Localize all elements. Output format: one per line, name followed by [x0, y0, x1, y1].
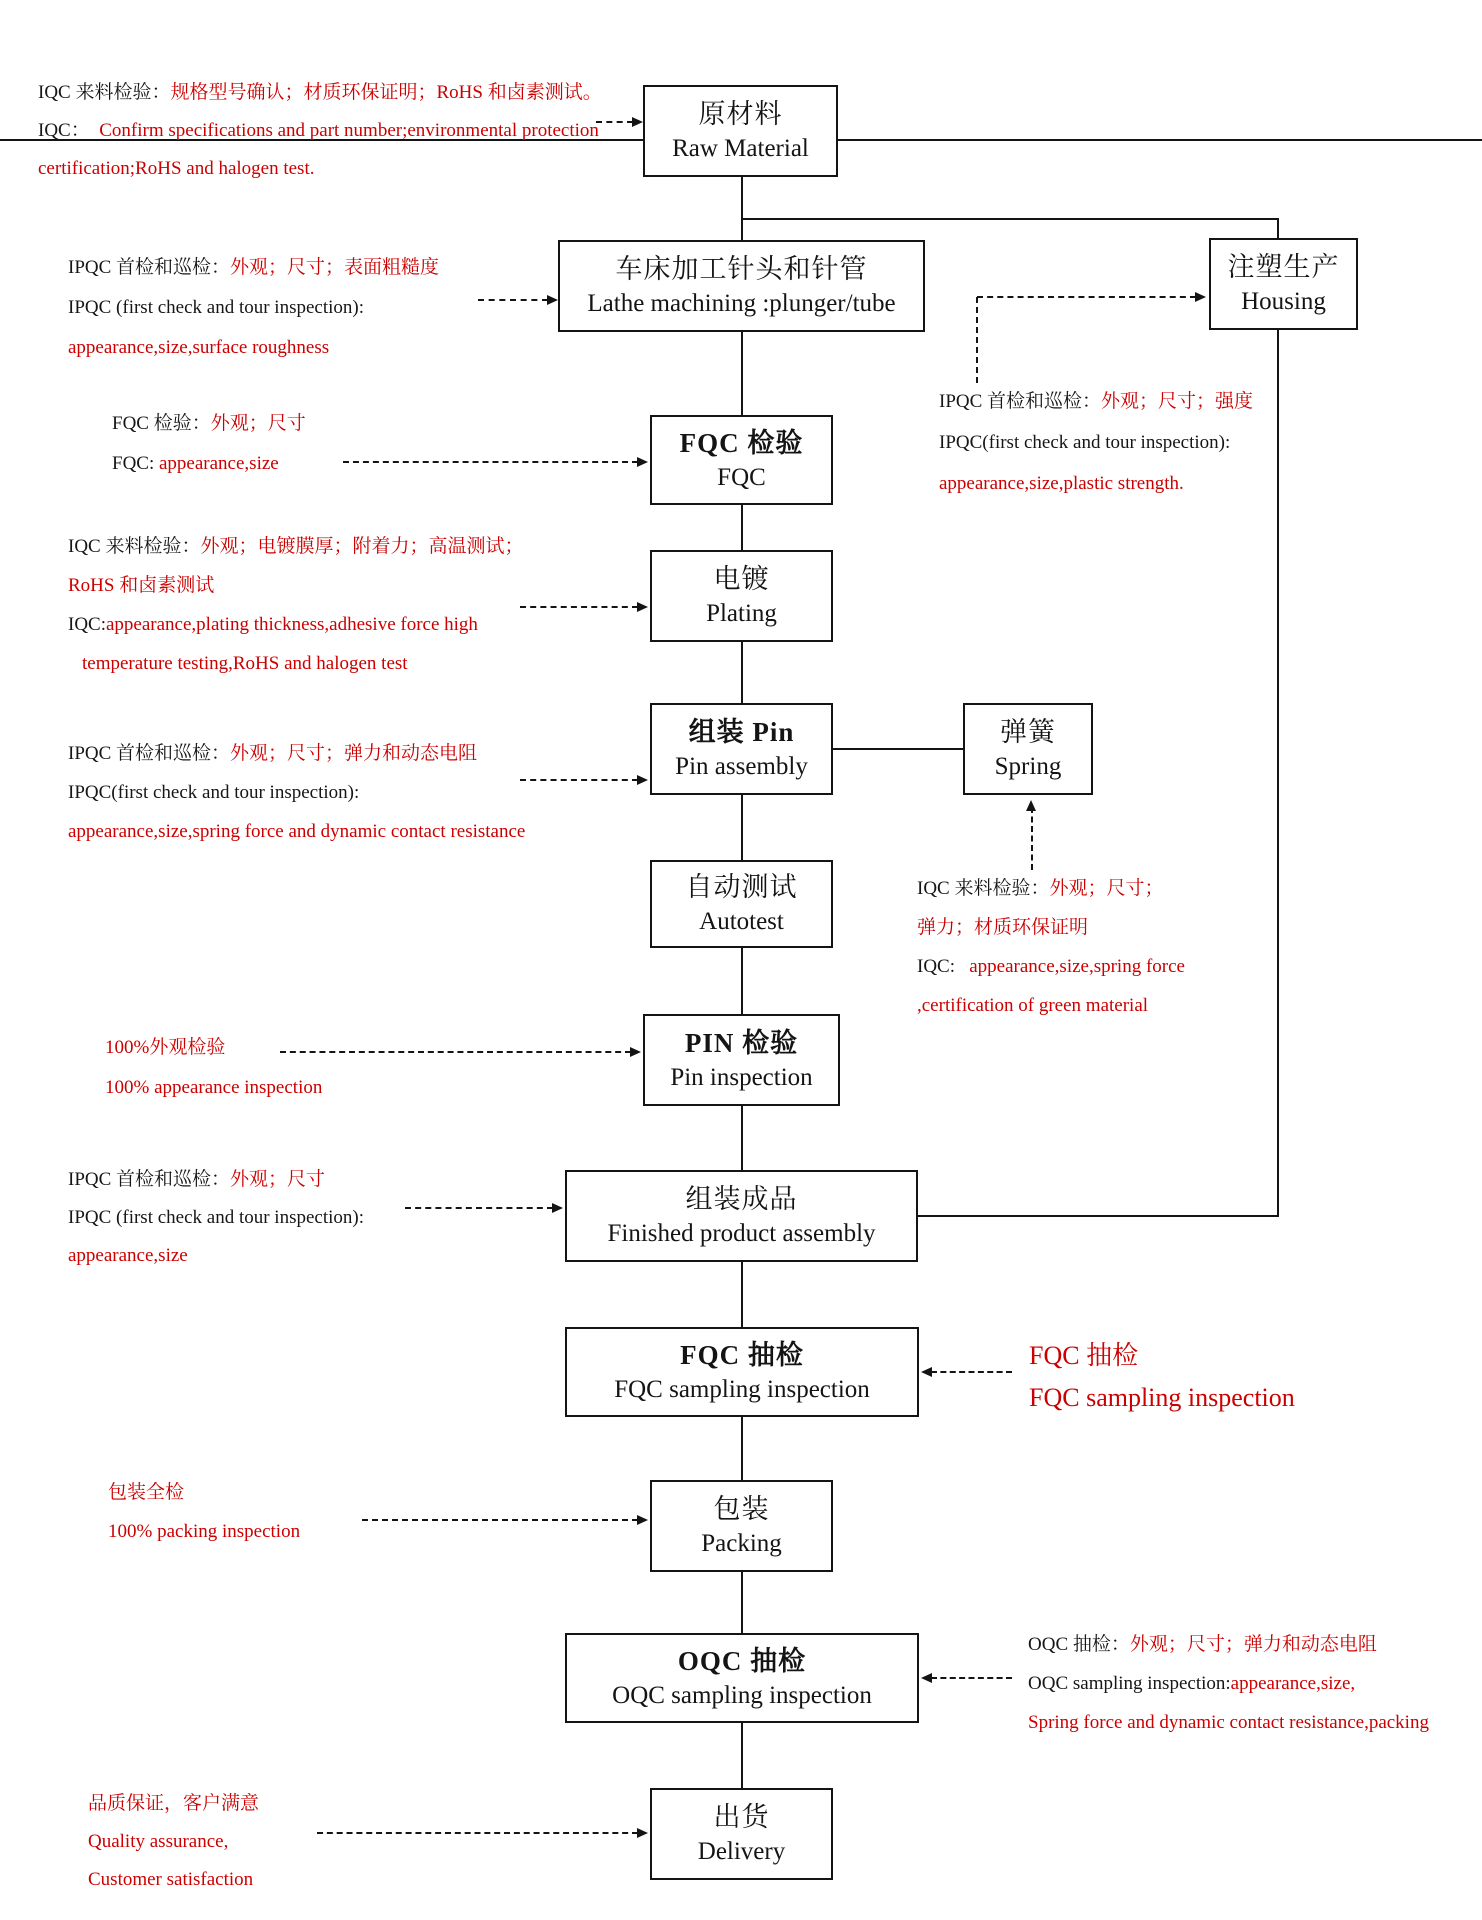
- process-box-raw-material: [643, 85, 838, 177]
- annotation-line: [105, 1028, 322, 1068]
- process-box-housing: [1209, 238, 1358, 330]
- annotation-line: [88, 1861, 259, 1899]
- annotation-text-red: 弹力；材质环保证明: [917, 917, 1089, 938]
- dash-line: [362, 1519, 638, 1521]
- annotation-oqc-sampling-note: [1028, 1625, 1429, 1742]
- annotation-text-red: 外观；尺寸；表面粗糙度: [230, 257, 440, 278]
- annotation-text-red: appearance,size,spring force and dynamic contact resistance: [68, 821, 526, 842]
- annotation-line: [105, 1068, 322, 1108]
- annotation-line: [68, 566, 524, 605]
- box-label-en: Delivery: [697, 1838, 786, 1866]
- process-box-packing: [650, 1480, 833, 1572]
- annotation-text-red: Confirm specifications and part number;environmental protection: [99, 120, 599, 141]
- connector-line: [741, 795, 743, 860]
- box-label-zh: 组装 Pin: [688, 717, 795, 748]
- process-box-finished-product-assembly: [565, 1170, 918, 1262]
- annotation-line: [68, 248, 439, 288]
- annotation-line: [68, 1199, 364, 1237]
- box-label-en: Pin assembly: [675, 753, 808, 781]
- annotation-line: [68, 1237, 364, 1275]
- annotation-fqc-check: [112, 404, 306, 484]
- annotation-text-red: 外观；尺寸；: [1049, 878, 1164, 899]
- annotation-text-red: 外观；电镀膜厚；附着力；高温测试；: [200, 536, 524, 557]
- annotation-text-red: 外观；尺寸；弹力和动态电阻: [1129, 1634, 1377, 1655]
- dash-line: [1031, 807, 1033, 870]
- arrow-head-icon: [637, 1515, 648, 1525]
- box-label-zh: 包装: [713, 1494, 770, 1525]
- dash-line: [977, 296, 1196, 298]
- dash-line: [478, 299, 548, 301]
- annotation-text-black: IPQC (first check and tour inspection):: [68, 1207, 365, 1228]
- annotation-text-red: appearance,size: [68, 1245, 188, 1266]
- dashed-line-housing-elbow: [976, 297, 978, 383]
- annotation-pin-inspection-note: [105, 1028, 322, 1108]
- box-label-en: OQC sampling inspection: [612, 1682, 872, 1710]
- box-label-zh: PIN 检验: [684, 1028, 799, 1059]
- arrow-head-icon: [632, 117, 643, 127]
- process-box-pin-assembly: [650, 703, 833, 795]
- arrow-head-icon: [921, 1673, 932, 1683]
- annotation-line: [68, 605, 524, 644]
- arrow-head-icon: [547, 295, 558, 305]
- arrow-head-icon: [921, 1367, 932, 1377]
- process-box-autotest: [650, 860, 833, 948]
- annotation-line: [68, 1161, 364, 1199]
- box-label-zh: 电镀: [713, 564, 770, 595]
- box-label-en: Lathe machining :plunger/tube: [587, 290, 896, 318]
- annotation-line: [939, 463, 1253, 504]
- annotation-text-red: 外观；尺寸；强度: [1101, 391, 1254, 412]
- annotation-line: [1028, 1625, 1429, 1664]
- box-label-en: Autotest: [699, 908, 784, 936]
- connector-line: [918, 1215, 1279, 1217]
- annotation-line: [38, 150, 602, 188]
- annotation-text-black: IPQC 首检和巡检：: [939, 391, 1102, 412]
- dash-line: [931, 1371, 1012, 1373]
- dash-line: [405, 1207, 553, 1209]
- annotation-line: [939, 381, 1253, 422]
- annotation-text-black: OQC sampling inspection:: [1028, 1673, 1231, 1694]
- connector-line: [741, 505, 743, 550]
- annotation-line: [1028, 1664, 1429, 1703]
- box-label-zh: 自动测试: [685, 872, 798, 903]
- annotation-text-red: Quality assurance,: [88, 1831, 229, 1852]
- process-box-lathe-machining: [558, 240, 925, 332]
- box-label-zh: 弹簧: [1000, 717, 1056, 748]
- annotation-ipqc-lathe: [68, 248, 439, 368]
- annotation-ipqc-housing: [939, 381, 1253, 504]
- connector-line: [742, 218, 1279, 220]
- connector-line: [741, 1723, 743, 1788]
- box-label-zh: OQC 抽检: [677, 1646, 807, 1677]
- annotation-text-red: 100% packing inspection: [108, 1521, 301, 1542]
- arrow-head-icon: [637, 775, 648, 785]
- process-box-delivery: [650, 1788, 833, 1880]
- box-label-zh: FQC 抽检: [680, 1340, 804, 1371]
- arrow-head-icon: [637, 602, 648, 612]
- annotation-text-red: appearance,plating thickness,adhesive force high: [106, 614, 478, 635]
- dash-line: [596, 121, 633, 123]
- annotation-text-black: IQC 来料检验：: [38, 82, 171, 103]
- annotation-text-red: 包装全检: [108, 1482, 185, 1503]
- annotation-line: [917, 869, 1185, 908]
- annotation-iqc-raw-material: [38, 74, 602, 188]
- annotation-line: [108, 1512, 300, 1551]
- connector-line: [1277, 219, 1279, 238]
- annotation-line: [68, 527, 524, 566]
- annotation-iqc-spring: [917, 869, 1185, 1025]
- annotation-text-black: IPQC 首检和巡检：: [68, 743, 231, 764]
- process-box-fqc-sampling: [565, 1327, 919, 1417]
- annotation-packing-note: [108, 1473, 300, 1551]
- annotation-text-black: IPQC(first check and tour inspection):: [68, 782, 360, 803]
- annotation-text-black: IQC:: [68, 614, 106, 635]
- annotation-text-red: 外观；尺寸；弹力和动态电阻: [230, 743, 478, 764]
- annotation-text-red: Spring force and dynamic contact resistance,packing: [1028, 1712, 1429, 1733]
- box-label-en: Plating: [706, 600, 777, 628]
- annotation-line: [88, 1785, 259, 1823]
- process-box-plating: [650, 550, 833, 642]
- annotation-line: [917, 908, 1185, 947]
- process-box-spring: [963, 703, 1093, 795]
- annotation-line: [1029, 1377, 1295, 1419]
- annotation-delivery-note: [88, 1785, 259, 1899]
- annotation-text-red: appearance,size,plastic strength.: [939, 473, 1184, 494]
- annotation-line: [68, 644, 524, 683]
- annotation-line: [88, 1823, 259, 1861]
- arrow-head-icon: [1026, 800, 1036, 811]
- arrow-head-icon: [1195, 292, 1206, 302]
- box-label-en: Finished product assembly: [607, 1220, 876, 1248]
- connector-line: [741, 642, 743, 703]
- box-label-en: Raw Material: [672, 135, 809, 163]
- annotation-line: [38, 112, 602, 150]
- box-label-en: Pin inspection: [670, 1064, 813, 1092]
- annotation-line: [108, 1473, 300, 1512]
- box-label-zh: 注塑生产: [1227, 252, 1340, 283]
- box-label-en: Packing: [701, 1530, 782, 1558]
- connector-line: [741, 1262, 743, 1327]
- annotation-text-red: appearance,size,spring force: [969, 956, 1185, 977]
- annotation-line: [112, 444, 306, 484]
- annotation-text-red: 外观；尺寸: [210, 413, 306, 434]
- arrow-head-icon: [552, 1203, 563, 1213]
- annotation-text-red: 100%外观检验: [105, 1037, 226, 1058]
- annotation-ipqc-pin-assembly: [68, 734, 525, 851]
- annotation-text-black: IPQC 首检和巡检：: [68, 1169, 231, 1190]
- arrow-head-icon: [637, 1828, 648, 1838]
- annotation-text-black: OQC 抽检：: [1028, 1634, 1130, 1655]
- annotation-text-red: certification;RoHS and halogen test.: [38, 158, 315, 179]
- annotation-text-red: 品质保证，客户满意: [88, 1793, 260, 1814]
- process-box-oqc-sampling: [565, 1633, 919, 1723]
- annotation-text-black: IPQC 首检和巡检：: [68, 257, 231, 278]
- box-label-en: Spring: [994, 753, 1062, 781]
- annotation-iqc-plating: [68, 527, 524, 683]
- annotation-text-red: FQC 抽检: [1029, 1341, 1139, 1370]
- connector-line: [741, 332, 743, 415]
- box-label-zh: 原材料: [698, 99, 783, 130]
- annotation-text-red: 规格型号确认；材质环保证明；RoHS 和卤素测试。: [170, 82, 602, 103]
- annotation-text-black: IQC:: [917, 956, 970, 977]
- box-label-en: Housing: [1241, 288, 1326, 316]
- annotation-line: [112, 404, 306, 444]
- connector-line: [741, 948, 743, 1014]
- box-label-zh: 组装成品: [685, 1184, 798, 1215]
- annotation-line: [68, 734, 525, 773]
- annotation-line: [68, 773, 525, 812]
- annotation-line: [68, 812, 525, 851]
- process-box-pin-inspection: [643, 1014, 840, 1106]
- annotation-line: [1028, 1703, 1429, 1742]
- annotation-text-black: IQC：: [38, 120, 100, 141]
- annotation-line: [68, 288, 439, 328]
- annotation-text-black: IQC 来料检验：: [917, 878, 1050, 899]
- annotation-text-black: FQC:: [112, 453, 159, 474]
- connector-line: [741, 1572, 743, 1633]
- annotation-line: [68, 328, 439, 368]
- arrow-head-icon: [630, 1047, 641, 1057]
- arrow-head-icon: [637, 457, 648, 467]
- box-label-zh: 车床加工针头和针管: [615, 254, 868, 285]
- dash-line: [520, 606, 638, 608]
- annotation-text-black: IQC 来料检验：: [68, 536, 201, 557]
- annotation-text-red: appearance,size,surface roughness: [68, 337, 330, 358]
- annotation-line: [1029, 1335, 1295, 1377]
- dash-line: [931, 1677, 1012, 1679]
- dash-line: [343, 461, 638, 463]
- box-label-zh: FQC 检验: [679, 428, 804, 459]
- annotation-fqc-sampling-label: [1029, 1335, 1295, 1419]
- box-label-en: FQC: [717, 464, 766, 492]
- annotation-text-red: 外观；尺寸: [230, 1169, 326, 1190]
- annotation-text-black: IPQC (first check and tour inspection):: [68, 297, 365, 318]
- annotation-line: [917, 986, 1185, 1025]
- annotation-text-red: Customer satisfaction: [88, 1869, 254, 1890]
- annotation-text-red: ,certification of green material: [917, 995, 1149, 1016]
- dash-line: [317, 1832, 638, 1834]
- annotation-ipqc-finished-assembly: [68, 1161, 364, 1275]
- annotation-text-red: appearance,size,: [1230, 1673, 1356, 1694]
- annotation-text-black: IPQC(first check and tour inspection):: [939, 432, 1231, 453]
- annotation-text-red: RoHS 和卤素测试: [68, 575, 215, 596]
- annotation-text-red: 100% appearance inspection: [105, 1077, 323, 1098]
- box-label-en: FQC sampling inspection: [614, 1376, 870, 1404]
- annotation-text-red: FQC sampling inspection: [1029, 1383, 1295, 1412]
- annotation-text-red: temperature testing,RoHS and halogen test: [82, 653, 408, 674]
- annotation-line: [38, 74, 602, 112]
- connector-line: [833, 748, 963, 750]
- dash-line: [280, 1051, 631, 1053]
- connector-line: [741, 1417, 743, 1480]
- annotation-line: [917, 947, 1185, 986]
- annotation-line: [939, 422, 1253, 463]
- annotation-text-black: FQC 检验：: [112, 413, 211, 434]
- connector-line: [741, 177, 743, 240]
- process-box-fqc-inspection: [650, 415, 833, 505]
- dash-line: [520, 779, 638, 781]
- box-label-zh: 出货: [713, 1802, 770, 1833]
- connector-line: [741, 1106, 743, 1170]
- annotation-text-red: appearance,size: [159, 453, 279, 474]
- connector-line: [1277, 330, 1279, 1217]
